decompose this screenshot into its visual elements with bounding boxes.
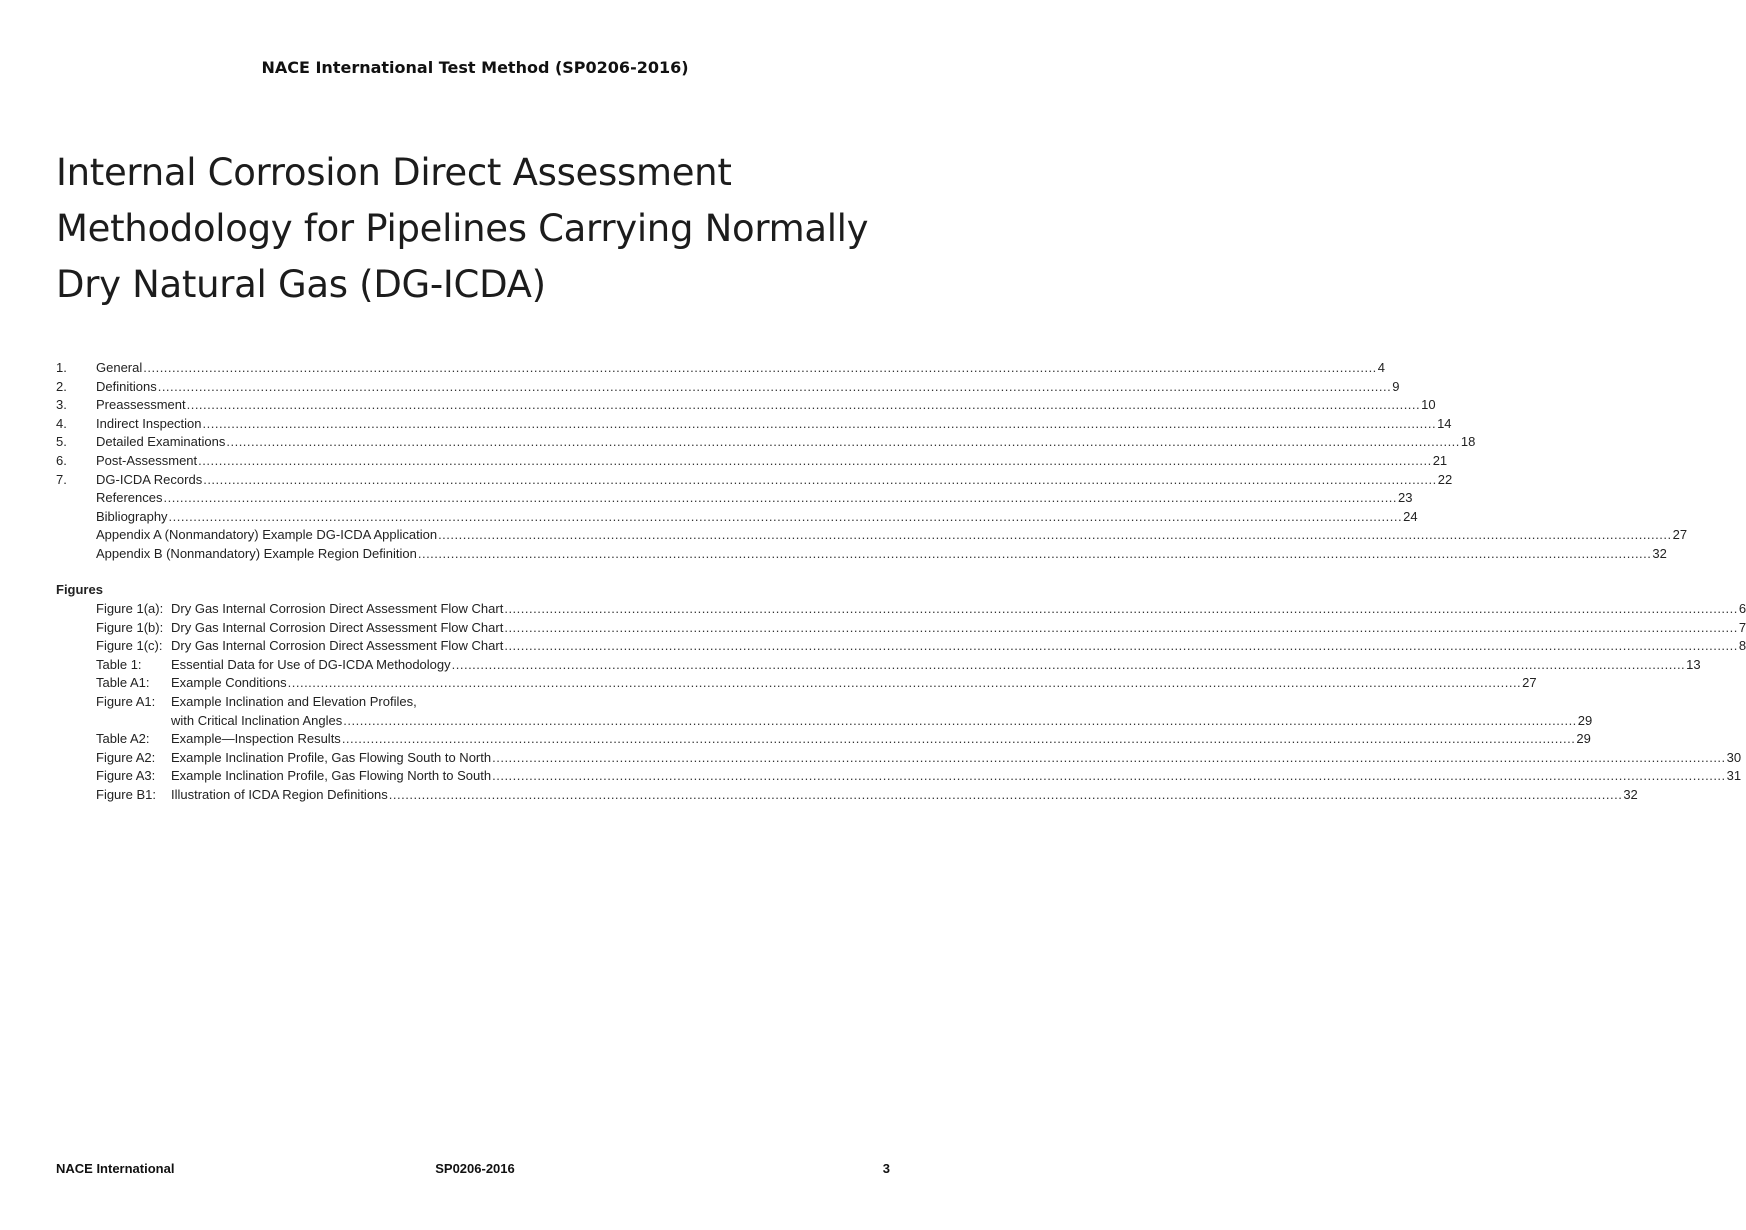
figure-entry-page: 8 xyxy=(1738,638,1746,654)
toc-entry-number: 5. xyxy=(56,434,67,450)
figure-leader-dots: ............................................................................................................................................................................................................................................................................................................ xyxy=(343,712,1577,728)
figure-entry-label: Table 1: xyxy=(96,656,142,672)
figure-entry xyxy=(96,712,1593,731)
toc-entry xyxy=(56,545,1667,564)
toc-leader-dots: ............................................................................................................................................................................................................................................................................................................ xyxy=(417,545,1652,561)
toc-entry-label: Appendix A (Nonmandatory) Example DG-ICDA Application xyxy=(96,527,438,543)
toc-entry xyxy=(56,359,1386,378)
toc-entry-label: Post-Assessment xyxy=(96,452,198,468)
figure-entry-title: Example Inclination Profile, Gas Flowing South to North xyxy=(171,749,492,765)
figure-entry-title: Example Inclination Profile, Gas Flowing North to South xyxy=(171,768,492,784)
figure-entry-page: 13 xyxy=(1686,656,1701,672)
toc-entry-page: 32 xyxy=(1652,545,1667,561)
figure-leader-dots: ............................................................................................................................................................................................................................................................................................................ xyxy=(451,656,1686,672)
title-line-1: Internal Corrosion Direct Assessment xyxy=(56,151,732,194)
figure-entry xyxy=(96,749,1742,768)
toc-entry-number: 1. xyxy=(56,360,67,375)
figure-entry-label: Figure A1: xyxy=(96,693,156,709)
toc-entry-label: DG-ICDA Records xyxy=(96,471,203,487)
toc-entry xyxy=(56,415,1452,434)
toc-entry-page: 18 xyxy=(1460,434,1476,450)
figure-entry xyxy=(96,637,1746,656)
toc-entry-page: 14 xyxy=(1437,415,1452,431)
title-line-2: Methodology for Pipelines Carrying Normally xyxy=(56,207,869,250)
figure-entry-page: 27 xyxy=(1522,675,1537,691)
figure-entry xyxy=(96,693,611,712)
footer-publisher: NACE International xyxy=(56,1161,175,1176)
running-header: NACE International Test Method (SP0206-2016) xyxy=(261,58,689,77)
toc-entry xyxy=(56,433,1476,452)
figures-list xyxy=(96,600,1746,805)
figure-entry-label: Table A2: xyxy=(96,731,150,747)
figure-entry-title: Example Inclination and Elevation Profiles, xyxy=(171,693,417,709)
toc-entry xyxy=(56,489,1413,508)
toc-entry-page: 22 xyxy=(1437,471,1453,487)
figure-entry-label: Figure 1(a): xyxy=(96,601,164,616)
toc-entry-page: 27 xyxy=(1672,527,1688,543)
figure-entry-title: Dry Gas Internal Corrosion Direct Assessment Flow Chart xyxy=(171,601,504,616)
toc-leader-dots: ............................................................................................................................................................................................................................................................................................................ xyxy=(186,397,1421,413)
figure-entry-label: Figure 1(c): xyxy=(96,638,163,654)
toc-entry xyxy=(56,396,1436,415)
toc-entry-page: 10 xyxy=(1421,397,1436,413)
figure-entry-label: Table A1: xyxy=(96,675,150,691)
toc-entry xyxy=(56,526,1688,545)
figure-entry-page: 29 xyxy=(1576,731,1591,747)
toc-leader-dots: ............................................................................................................................................................................................................................................................................................................ xyxy=(203,471,1437,487)
toc-leader-dots: ............................................................................................................................................................................................................................................................................................................ xyxy=(202,415,1437,431)
toc-leader-dots: ............................................................................................................................................................................................................................................................................................................ xyxy=(163,490,1398,506)
figure-leader-dots: ............................................................................................................................................................................................................................................................................................................ xyxy=(388,786,1623,802)
toc-entry-page: 4 xyxy=(1377,360,1386,375)
figure-entry xyxy=(96,674,1537,693)
figure-leader-dots: ............................................................................................................................................................................................................................................................................................................ xyxy=(492,749,1726,765)
figure-entry-page: 7 xyxy=(1738,619,1746,635)
figure-entry-label: Figure B1: xyxy=(96,786,156,802)
toc-entry xyxy=(56,378,1400,397)
toc-leader-dots: ............................................................................................................................................................................................................................................................................................................ xyxy=(157,378,1392,394)
figure-entry xyxy=(96,600,1746,619)
figure-entry-label: Figure A3: xyxy=(96,768,156,784)
figure-leader-dots: ............................................................................................................................................................................................................................................................................................................ xyxy=(492,768,1726,784)
toc-entry xyxy=(56,452,1448,471)
figure-leader-dots: ............................................................................................................................................................................................................................................................................................................ xyxy=(504,619,1738,635)
toc-entry-label: Appendix B (Nonmandatory) Example Region Definition xyxy=(96,545,417,561)
figure-entry-page: 6 xyxy=(1738,601,1746,616)
toc-leader-dots: ............................................................................................................................................................................................................................................................................................................ xyxy=(168,508,1403,524)
toc-entry-label: Preassessment xyxy=(96,397,186,413)
figure-leader-dots: ............................................................................................................................................................................................................................................................................................................ xyxy=(504,638,1738,654)
toc-entry-label: General xyxy=(96,360,143,375)
figure-entry-title: Essential Data for Use of DG-ICDA Methodology xyxy=(171,656,451,672)
toc-entry-page: 24 xyxy=(1403,508,1418,524)
footer-standard-number: SP0206-2016 xyxy=(435,1161,515,1176)
figure-entry-page: 31 xyxy=(1726,768,1742,784)
figure-entry-title: Illustration of ICDA Region Definitions xyxy=(171,786,388,802)
figure-entry-page: 32 xyxy=(1623,786,1638,802)
figures-heading: Figures xyxy=(56,582,103,597)
toc-leader-dots: ............................................................................................................................................................................................................................................................................................................ xyxy=(143,360,1377,375)
figure-entry-title: Example—Inspection Results xyxy=(171,731,341,747)
toc-entry xyxy=(56,471,1453,490)
figure-entry-page: 30 xyxy=(1726,749,1742,765)
figure-entry-title: Dry Gas Internal Corrosion Direct Assessment Flow Chart xyxy=(171,638,504,654)
toc-entry-page: 9 xyxy=(1392,378,1400,394)
toc-entry-label: References xyxy=(96,490,163,506)
toc-leader-dots: ............................................................................................................................................................................................................................................................................................................ xyxy=(226,434,1460,450)
figure-entry-label: Figure A2: xyxy=(96,749,156,765)
figure-entry-page: 29 xyxy=(1577,712,1593,728)
figure-entry xyxy=(96,730,1591,749)
table-of-contents xyxy=(56,359,1688,564)
figure-entry xyxy=(96,767,1742,786)
toc-entry-number: 4. xyxy=(56,415,67,431)
toc-entry-page: 21 xyxy=(1432,452,1448,468)
toc-entry xyxy=(56,508,1418,527)
toc-entry-label: Detailed Examinations xyxy=(96,434,226,450)
toc-entry-page: 23 xyxy=(1398,490,1413,506)
toc-leader-dots: ............................................................................................................................................................................................................................................................................................................ xyxy=(438,527,1672,543)
toc-entry-label: Indirect Inspection xyxy=(96,415,202,431)
toc-leader-dots: ............................................................................................................................................................................................................................................................................................................ xyxy=(198,452,1432,468)
figure-entry-label: Figure 1(b): xyxy=(96,619,164,635)
toc-entry-number: 7. xyxy=(56,471,67,487)
figure-entry-title: Example Conditions xyxy=(171,675,287,691)
toc-entry-label: Definitions xyxy=(96,378,157,394)
figure-entry xyxy=(96,786,1638,805)
figure-leader-dots: ............................................................................................................................................................................................................................................................................................................ xyxy=(287,675,1522,691)
footer-page-number: 3 xyxy=(882,1161,890,1176)
toc-entry-number: 3. xyxy=(56,397,67,413)
toc-entry-label: Bibliography xyxy=(96,508,168,524)
title-line-3: Dry Natural Gas (DG-ICDA) xyxy=(56,263,546,306)
toc-entry-number: 2. xyxy=(56,378,67,394)
figure-entry xyxy=(96,656,1701,675)
toc-entry-number: 6. xyxy=(56,452,67,468)
figure-leader-dots: ............................................................................................................................................................................................................................................................................................................ xyxy=(341,731,1576,747)
document-title xyxy=(56,145,916,313)
figure-entry xyxy=(96,619,1746,638)
figure-entry-title: Dry Gas Internal Corrosion Direct Assessment Flow Chart xyxy=(171,619,504,635)
figure-leader-dots: ............................................................................................................................................................................................................................................................................................................ xyxy=(504,601,1738,616)
figure-entry-title: with Critical Inclination Angles xyxy=(171,712,343,728)
